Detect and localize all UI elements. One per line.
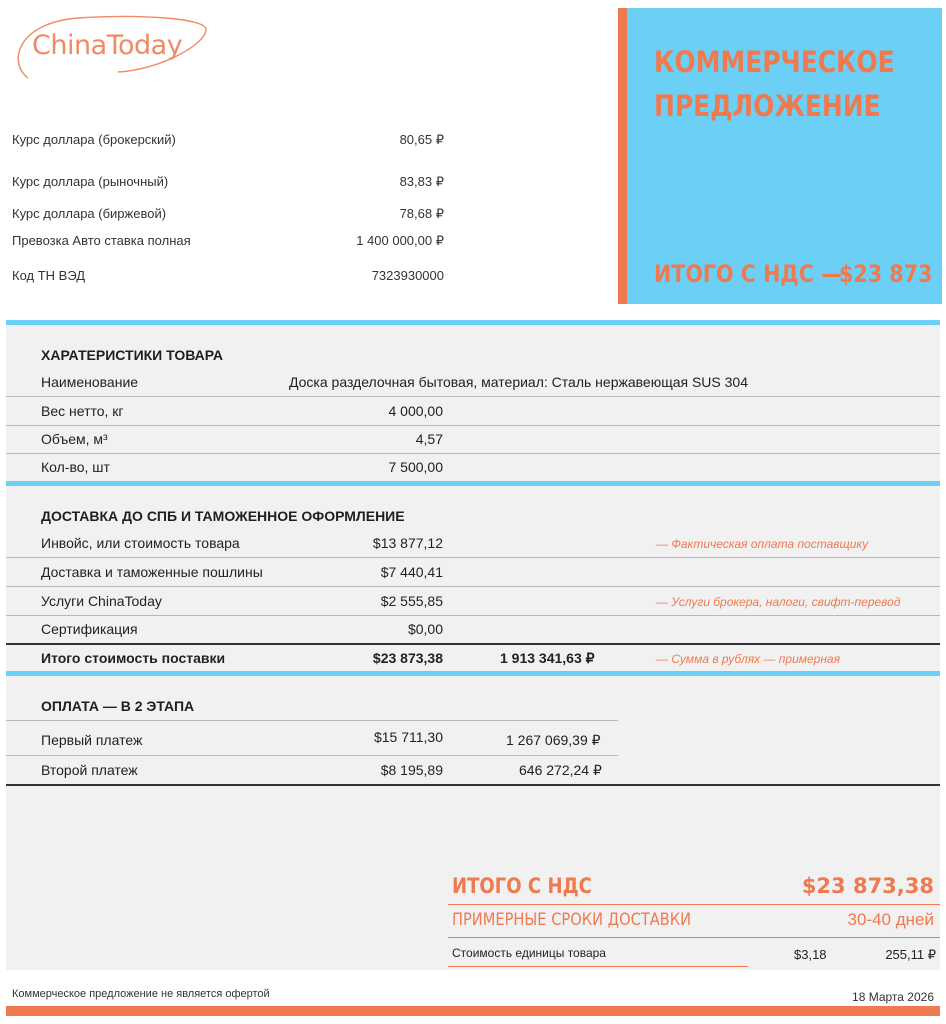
row-label: Наименование — [41, 374, 139, 390]
section-title-payment: ОПЛАТА — В 2 ЭТАПА — [41, 698, 195, 714]
table-row — [6, 720, 618, 756]
row-value: Доска разделочная бытовая, материал: Сталь нержавеющая SUS 304 — [289, 374, 749, 390]
row-label: Первый платеж — [41, 732, 143, 748]
row-note: — Услуги брокера, налоги, свифт-перевод — [656, 595, 901, 609]
table-row — [6, 368, 940, 397]
table-row — [6, 587, 940, 616]
table-row-total — [6, 644, 940, 672]
row-usd: $0,00 — [407, 621, 443, 637]
offer-accent-bar — [618, 8, 627, 304]
section-title-product: ХАРАТЕРИСТИКИ ТОВАРА — [41, 347, 223, 363]
section-divider — [6, 481, 940, 486]
row-label: Итого стоимость поставки — [41, 650, 226, 666]
row-usd: $7 440,41 — [380, 564, 443, 580]
delivery-time-value: 30-40 дней — [847, 910, 934, 929]
rate-row — [12, 268, 444, 288]
rate-label: Превозка Авто ставка полная — [12, 233, 191, 248]
table-row — [6, 615, 940, 645]
rate-label: Курс доллара (рыночный) — [12, 174, 169, 189]
section-divider — [6, 320, 940, 325]
rate-value: 7323930000 — [371, 268, 444, 283]
unit-cost-rub: 255,11 ₽ — [885, 947, 936, 962]
summary-total-label: ИТОГО С НДС — [452, 874, 592, 898]
rate-row — [12, 206, 444, 226]
rate-label: Код ТН ВЭД — [12, 268, 86, 283]
summary-divider — [448, 966, 748, 967]
section-title-delivery: ДОСТАВКА ДО СПБ И ТАМОЖЕННОЕ ОФОРМЛЕНИЕ — [41, 508, 405, 524]
rate-row — [12, 132, 444, 152]
rate-value: 78,68 ₽ — [399, 206, 444, 221]
rate-row — [12, 174, 444, 194]
summary-total-value: $23 873,38 — [801, 874, 934, 898]
row-usd: $15 711,30 — [373, 729, 443, 745]
delivery-time-label: ПРИМЕРНЫЕ СРОКИ ДОСТАВКИ — [452, 910, 692, 930]
row-note: — Сумма в рублях — примерная — [656, 652, 841, 666]
row-usd: $13 877,12 — [372, 535, 443, 551]
footer-accent-bar — [6, 1006, 940, 1016]
table-row — [6, 756, 940, 786]
row-usd: $23 873,38 — [372, 650, 443, 666]
row-label: Услуги ChinaToday — [41, 593, 162, 609]
row-usd: $8 195,89 — [380, 762, 443, 778]
row-label: Доставка и таможенные пошлины — [41, 564, 263, 580]
rate-label: Курс доллара (биржевой) — [12, 206, 167, 221]
section-divider — [6, 671, 940, 676]
row-label: Второй платеж — [41, 762, 138, 778]
row-label: Объем, м³ — [41, 431, 108, 447]
table-row — [6, 529, 940, 558]
row-rub: 1 913 341,63 ₽ — [500, 650, 595, 666]
row-label: Вес нетто, кг — [41, 403, 124, 419]
row-label: Кол-во, шт — [41, 459, 110, 475]
row-value: 4 000,00 — [388, 403, 443, 419]
rate-value: 1 400 000,00 ₽ — [356, 233, 444, 248]
offer-title-line: КОММЕРЧЕСКОЕ — [654, 45, 895, 79]
offer-total-value: $23 873 — [839, 260, 933, 288]
rate-value: 83,83 ₽ — [399, 174, 444, 189]
offer-title-line: ПРЕДЛОЖЕНИЕ — [654, 89, 881, 123]
chinatoday-logo — [8, 8, 213, 82]
row-note: — Фактическая оплата поставщику — [656, 537, 869, 551]
table-row — [6, 397, 940, 426]
table-row — [6, 453, 940, 481]
summary-divider — [448, 904, 940, 905]
offer-title — [654, 40, 895, 128]
summary-divider — [448, 937, 940, 938]
row-label: Инвойс, или стоимость товара — [41, 535, 240, 551]
offer-total-label: ИТОГО С НДС — — [654, 260, 842, 288]
footer-date: 18 Марта 2026 — [852, 990, 934, 1004]
table-row — [6, 425, 940, 454]
row-label: Сертификация — [41, 621, 138, 637]
row-rub: 646 272,24 ₽ — [519, 762, 602, 778]
rate-value: 80,65 ₽ — [399, 132, 444, 147]
row-value: 7 500,00 — [388, 459, 443, 475]
logo-text: ChinaToday — [32, 30, 183, 61]
rate-label: Курс доллара (брокерский) — [12, 132, 176, 147]
row-usd: $2 555,85 — [380, 593, 443, 609]
row-value: 4,57 — [415, 431, 443, 447]
unit-cost-label: Стоимость единицы товара — [452, 946, 606, 960]
table-row — [6, 558, 940, 587]
row-rub: 1 267 069,39 ₽ — [506, 732, 601, 748]
footer-disclaimer: Коммерческое предложение не является офертой — [12, 988, 270, 1000]
rate-row — [12, 233, 444, 253]
unit-cost-usd: $3,18 — [794, 947, 827, 962]
